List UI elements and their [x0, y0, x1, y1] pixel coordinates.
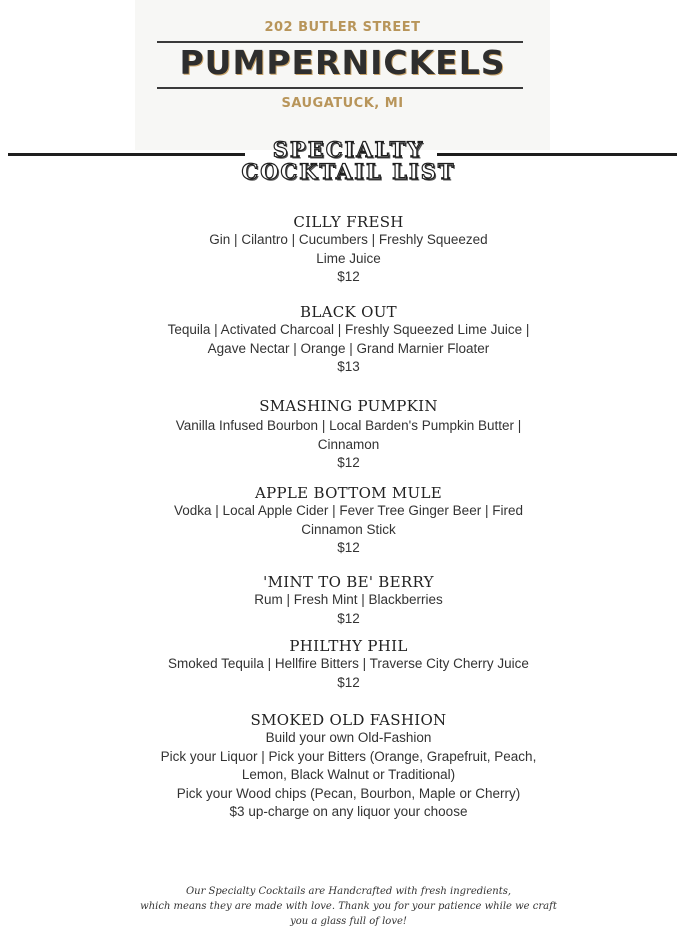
cocktail-name: CILLY FRESH [293, 213, 404, 231]
cocktail-desc: Tequila | Activated Charcoal | Freshly Squeezed Lime Juice | [167, 322, 530, 337]
cocktail-desc: Vodka | Local Apple Cider | Fever Tree Ginger Beer | Fired [174, 503, 523, 518]
cocktail-desc: Build your own Old-Fashion [265, 730, 432, 745]
cocktail-desc: Gin | Cilantro | Cucumbers | Freshly Squeezed [209, 232, 488, 247]
cocktail-price: $12 [337, 269, 360, 284]
footer-line: Our Specialty Cocktails are Handcrafted with fresh ingredients, [185, 886, 512, 897]
cocktail-item [0, 397, 697, 473]
header-logo-card [135, 0, 550, 150]
cocktail-desc: $3 up-charge on any liquor your choose [229, 804, 468, 819]
cocktail-item [0, 573, 697, 628]
cocktail-desc: Lemon, Black Walnut or Traditional) [241, 767, 456, 782]
cocktail-desc: Smoked Tequila | Hellfire Bitters | Traverse City Cherry Juice [168, 656, 529, 671]
cocktail-desc: Pick your Wood chips (Pecan, Bourbon, Maple or Cherry) [176, 785, 521, 801]
cocktail-item [0, 711, 697, 822]
location-text: SAUGATUCK, MI [281, 96, 404, 111]
address-text: 202 BUTLER STREET [264, 20, 421, 35]
cocktail-name: SMASHING PUMPKIN [259, 397, 438, 415]
cocktail-price: $12 [337, 610, 360, 626]
cocktail-item [0, 637, 697, 692]
footer-line: you a glass full of love! [290, 916, 407, 927]
cocktail-price: $12 [337, 455, 360, 470]
cocktail-price: $12 [337, 540, 360, 555]
page-title-line1: SPECIALTY [272, 137, 425, 162]
footer-note [0, 884, 697, 929]
cocktail-price: $13 [337, 359, 360, 374]
footer-line: which means they are made with love. Thank you for your patience while we craft [140, 901, 557, 912]
cocktail-desc: Rum | Fresh Mint | Blackberries [254, 592, 443, 607]
cocktail-name: APPLE BOTTOM MULE [254, 484, 443, 502]
cocktail-desc: Lime Juice [316, 250, 381, 266]
cocktail-name: PHILTHY PHIL [289, 637, 408, 655]
cocktail-price: $12 [337, 674, 360, 690]
cocktail-name: 'MINT TO BE' BERRY [263, 573, 434, 591]
cocktail-item [0, 213, 697, 287]
logo-rule-bottom [157, 87, 523, 89]
cocktail-desc: Cinnamon Stick [301, 521, 396, 537]
cocktail-name: BLACK OUT [300, 303, 397, 321]
cocktail-desc: Vanilla Infused Bourbon | Local Barden's Pumpkin Butter | [175, 418, 522, 433]
cocktail-desc: Pick your Liquor | Pick your Bitters (Orange, Grapefruit, Peach, [160, 748, 537, 764]
brand-name: PUMPERNICKELS [179, 43, 506, 82]
cocktail-desc: Agave Nectar | Orange | Grand Marnier Floater [207, 340, 490, 356]
page-title-line2: COCKTAIL LIST [241, 159, 456, 184]
cocktail-name: SMOKED OLD FASHION [250, 711, 447, 729]
cocktail-item [0, 303, 697, 377]
cocktail-desc: Cinnamon [317, 436, 380, 452]
cocktail-item [0, 484, 697, 558]
